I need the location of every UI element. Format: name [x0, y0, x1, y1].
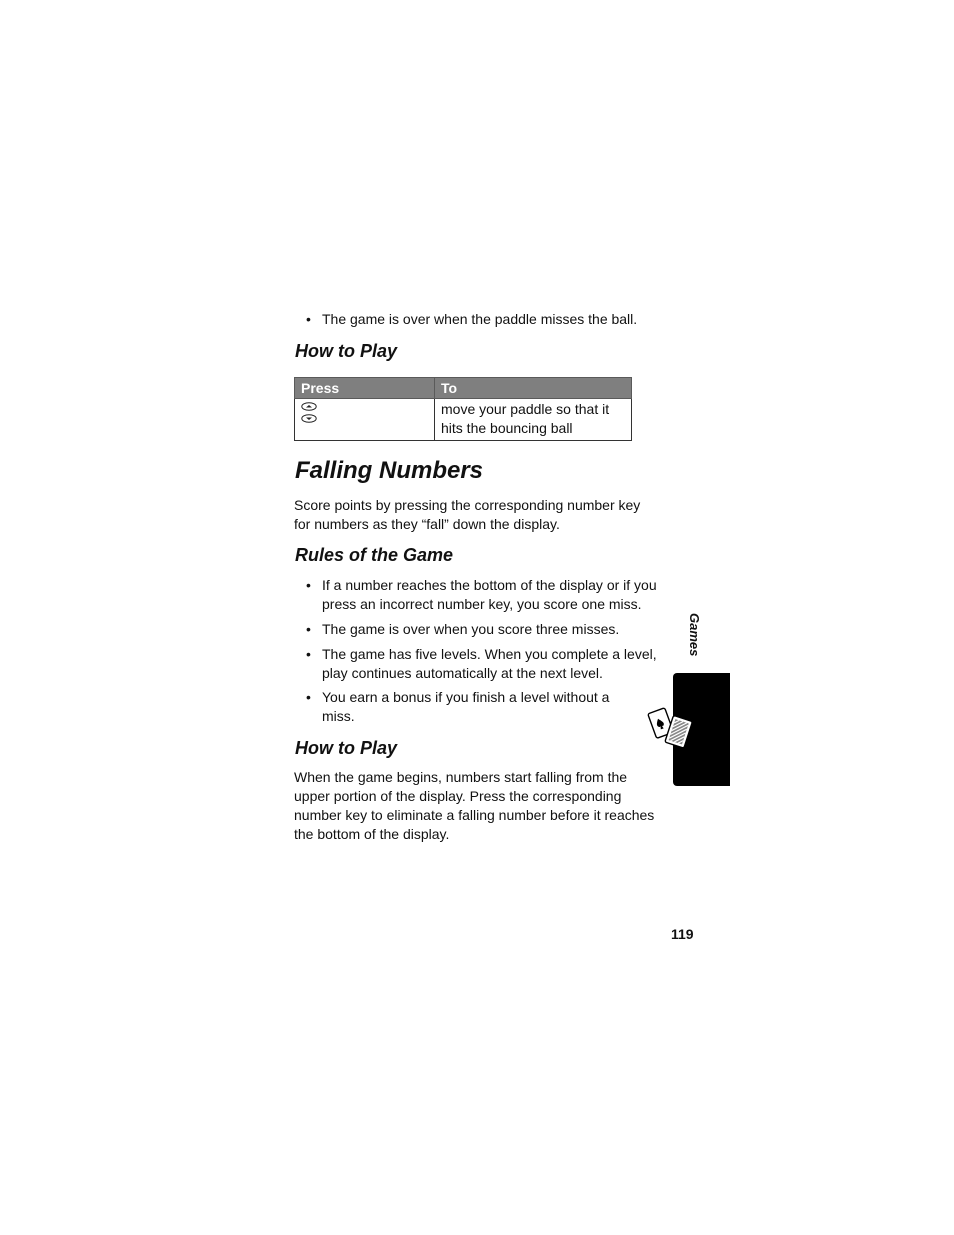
to-column-header: To — [435, 378, 632, 399]
nav-down-key-icon — [301, 414, 317, 423]
action-cell: move your paddle so that it hits the bouncing ball — [435, 399, 632, 441]
bullet: • — [306, 646, 311, 662]
how-to-play-paragraph: When the game begins, numbers start falling from the upper portion of the display. Press the corresponding number key to eliminate a falling number before it reaches the bottom of the display. — [294, 769, 655, 842]
bullet: • — [306, 311, 311, 327]
section-title: Falling Numbers — [295, 457, 484, 484]
key-table — [294, 377, 632, 441]
page-number: 119 — [671, 926, 694, 942]
list-item-text: The game is over when you score three misses. — [322, 621, 620, 637]
list-item-text: The game has five levels. When you complete a level, play continues automatically at the next level. — [322, 646, 657, 681]
bullet: • — [306, 689, 311, 705]
playing-cards-icon — [647, 704, 697, 754]
intro-paragraph: Score points by pressing the corresponding number key for numbers as they “fall” down the display. — [294, 497, 641, 532]
nav-up-key-icon — [301, 402, 317, 411]
press-column-header: Press — [295, 378, 435, 399]
table-header-row — [295, 378, 632, 399]
rules-heading: Rules of the Game — [295, 545, 454, 565]
table-row — [295, 399, 632, 441]
how-to-play-heading: How to Play — [295, 738, 398, 758]
press-cell — [295, 399, 435, 441]
side-tab-label: Games — [687, 613, 702, 657]
list-item-text: The game is over when the paddle misses the ball. — [322, 311, 638, 327]
list-item-text: You earn a bonus if you finish a level without a miss. — [322, 689, 610, 724]
how-to-play-heading: How to Play — [295, 341, 398, 361]
bullet: • — [306, 621, 311, 637]
list-item-text: If a number reaches the bottom of the display or if you press an incorrect number key, you score one miss. — [322, 577, 657, 612]
bullet: • — [306, 577, 311, 593]
